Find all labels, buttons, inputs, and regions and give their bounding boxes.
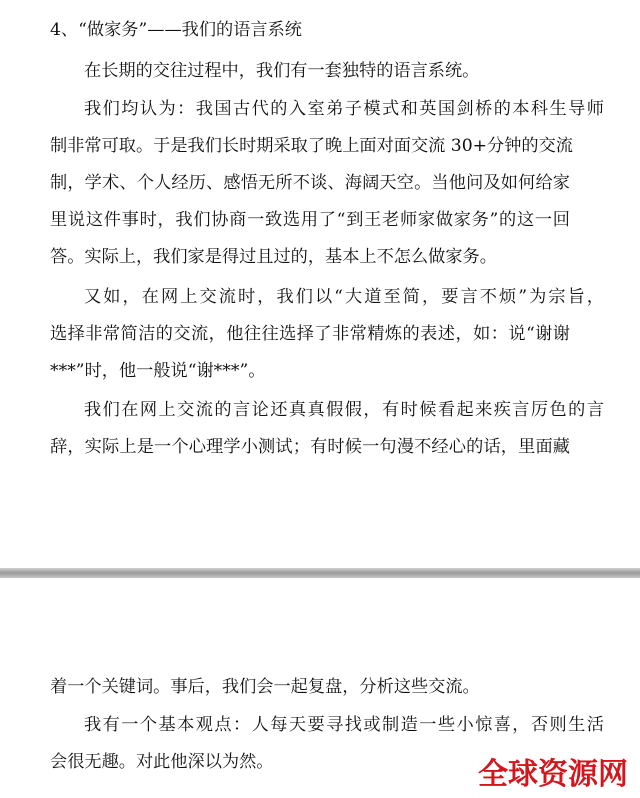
paragraph-5-line-1: 我有一个基本观点：人每天要寻找或制造一些小惊喜，否则生活 [84, 715, 604, 735]
paragraph-3-line-3: ***”时，他一般说“谢***”。 [50, 361, 266, 381]
page-break-divider [0, 568, 640, 578]
paragraph-2-line-4: 里说这件事时，我们协商一致选用了“到王老师家做家务”的这一回 [50, 210, 570, 230]
paragraph-4-line-3: 着一个关键词。事后，我们会一起复盘，分析这些交流。 [50, 677, 480, 697]
section-heading: 4、“做家务”——我们的语言系统 [50, 20, 302, 40]
paragraph-2-line-5: 答。实际上，我们家是得过且过的，基本上不怎么做家务。 [50, 247, 497, 267]
site-watermark: 全球资源网 [478, 757, 628, 792]
paragraph-5-line-2: 会很无趣。对此他深以为然。 [50, 752, 274, 772]
paragraph-2-line-1: 我们均认为：我国古代的入室弟子模式和英国剑桥的本科生导师 [84, 99, 604, 119]
paragraph-2-line-3: 制，学术、个人经历、感悟无所不谈、海阔天空。当他问及如何给家 [50, 173, 570, 193]
paragraph-3-line-1: 又如，在网上交流时，我们以“大道至简，要言不烦”为宗旨， [84, 287, 604, 307]
paragraph-4-line-2: 辞，实际上是一个心理学小测试；有时候一句漫不经心的话，里面藏 [50, 437, 570, 457]
paragraph-1-line-1: 在长期的交往过程中，我们有一套独特的语言系统。 [84, 61, 480, 81]
paragraph-2-line-2: 制非常可取。于是我们长时期采取了晚上面对面交流 30+分钟的交流 [50, 136, 573, 156]
paragraph-3-line-2: 选择非常简洁的交流，他往往选择了非常精炼的表述，如：说“谢谢 [50, 324, 570, 344]
paragraph-4-line-1: 我们在网上交流的言论还真真假假，有时候看起来疾言厉色的言 [84, 400, 604, 420]
